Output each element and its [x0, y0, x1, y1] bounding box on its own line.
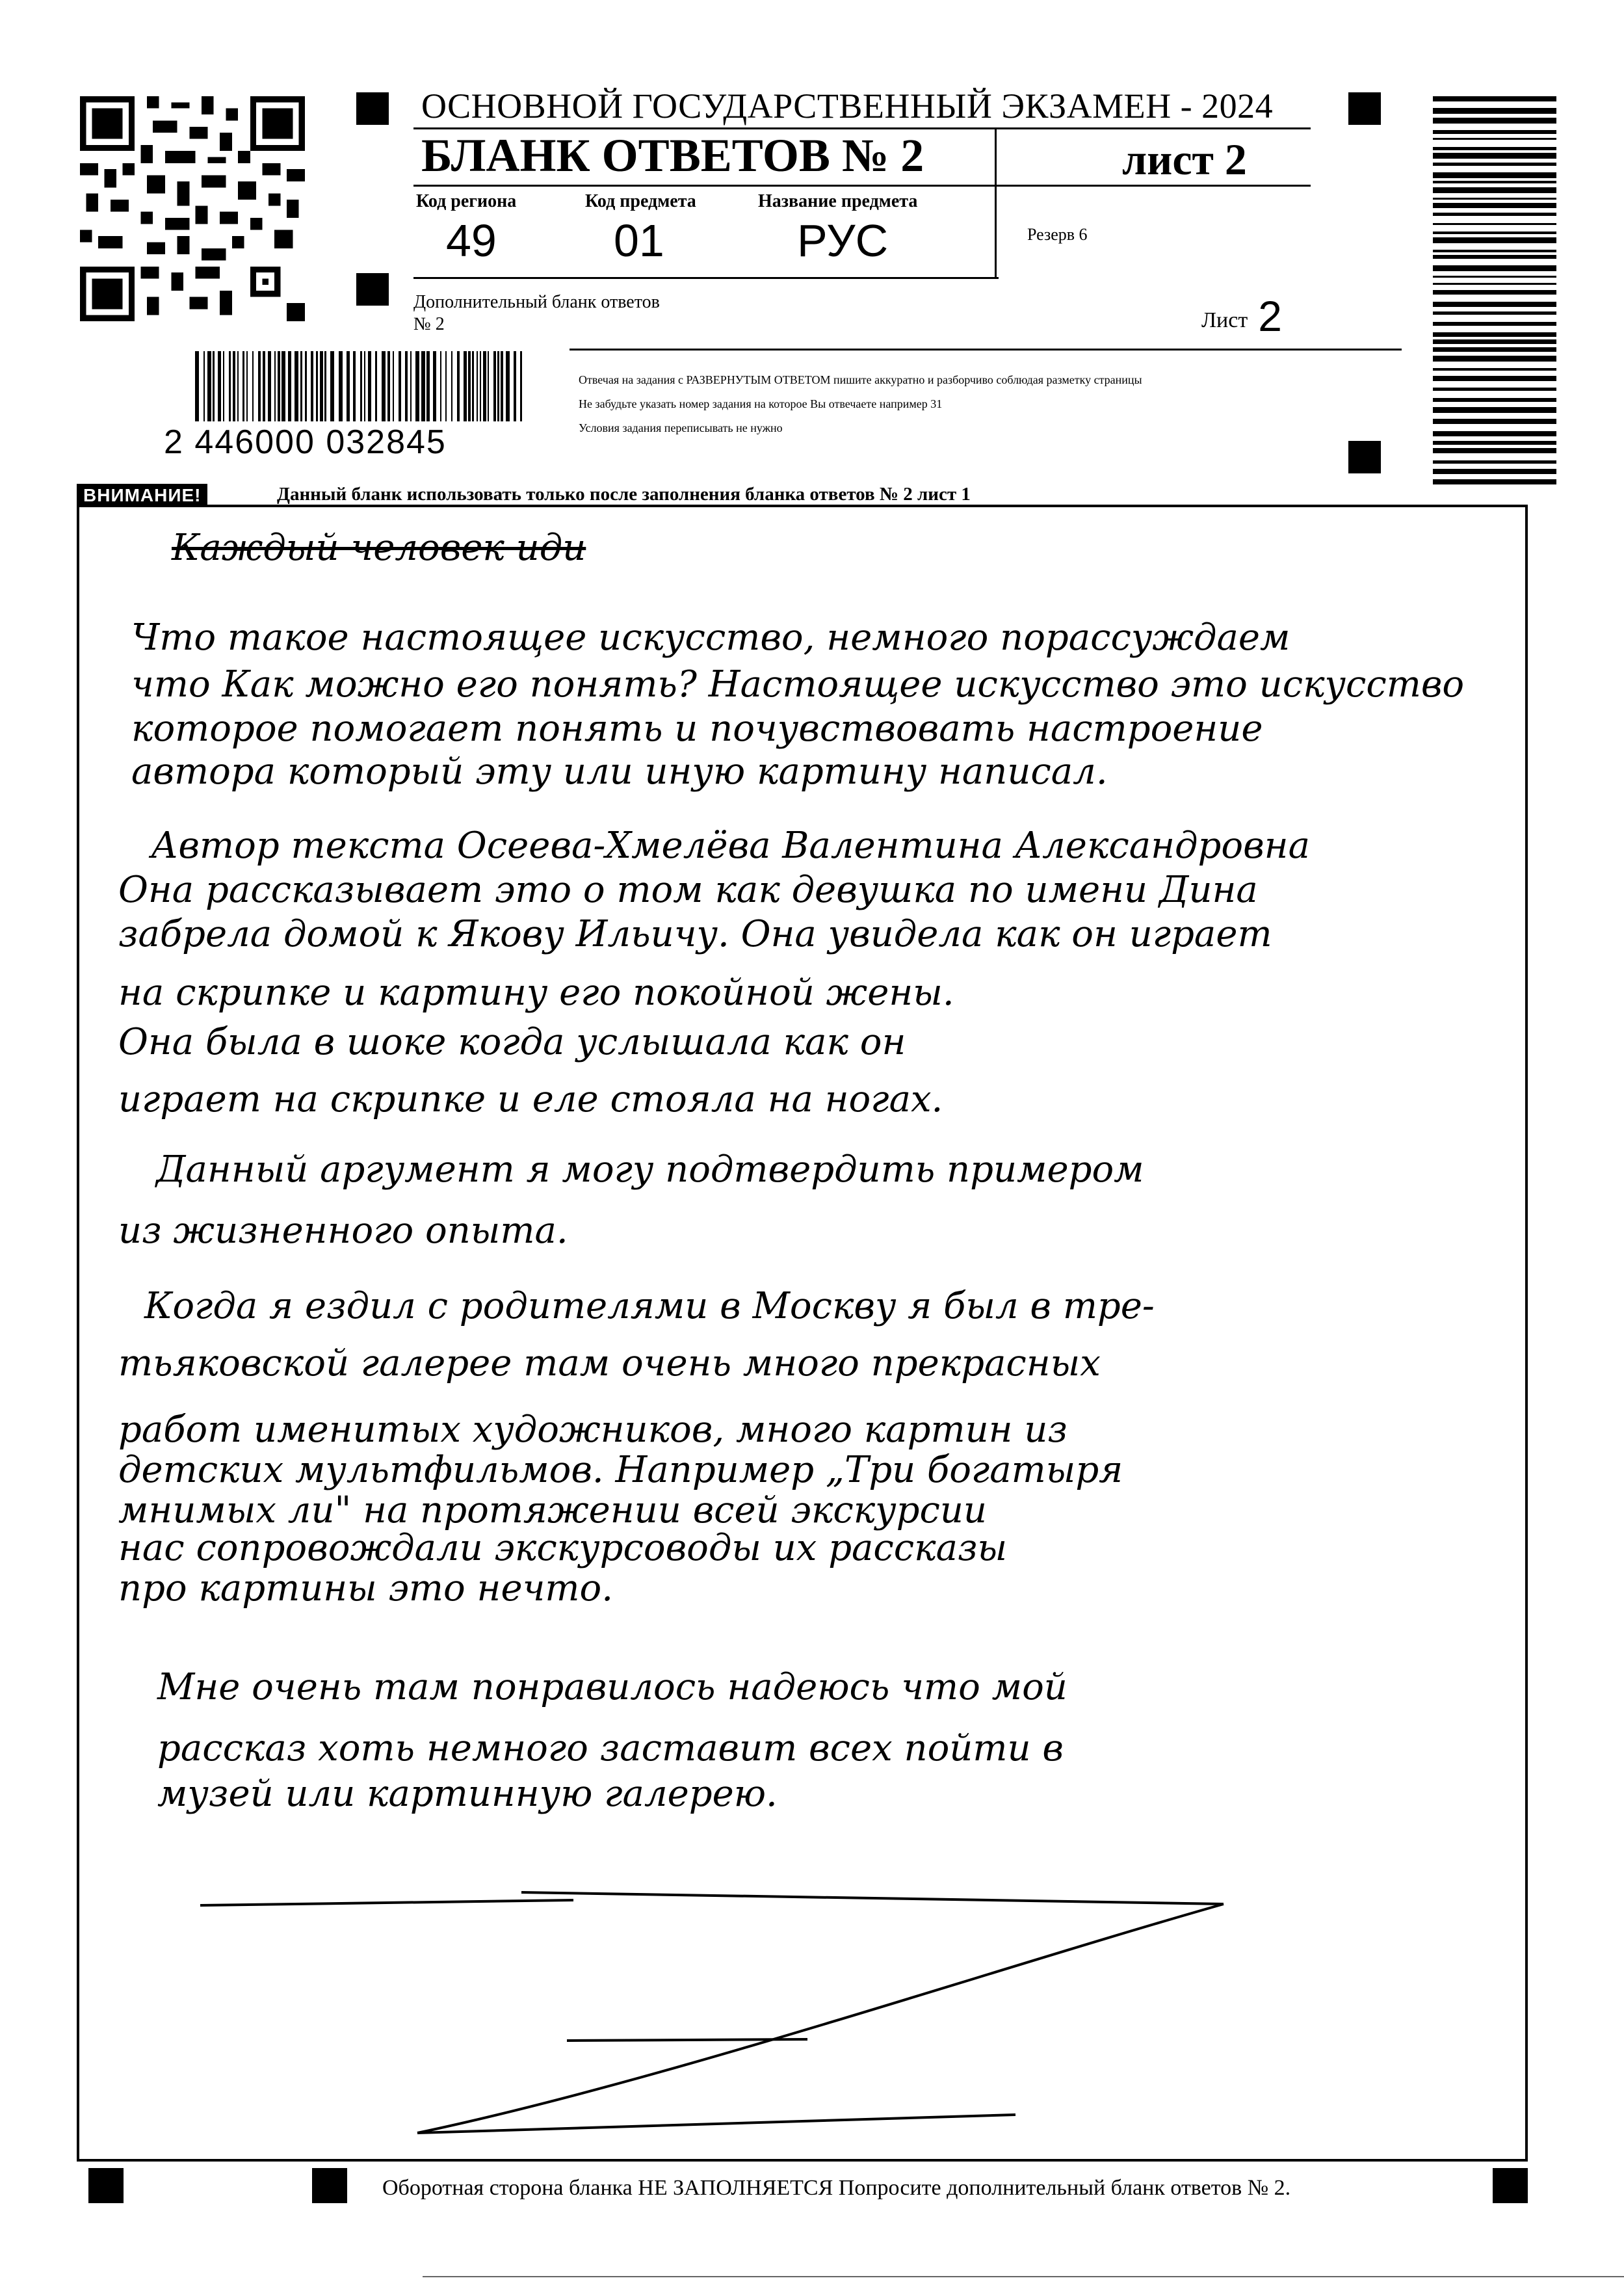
barcode-bar	[1433, 118, 1556, 124]
footer-note: Оборотная сторона бланка НЕ ЗАПОЛНЯЕТСЯ Попросите дополнительный бланк ответов № 2.	[382, 2176, 1291, 2200]
barcode-bar	[1433, 147, 1556, 150]
barcode-bar	[405, 351, 408, 421]
handwritten-line: нас сопровождали экскурсоводы их рассказы	[118, 1527, 1008, 1569]
barcode-bar	[1433, 347, 1556, 352]
barcode-bar	[203, 351, 205, 421]
form-title: БЛАНК ОТВЕТОВ № 2	[421, 129, 924, 181]
barcode-bar	[1433, 441, 1556, 445]
barcode-bar	[1433, 198, 1556, 200]
handwritten-line: на скрипке и картину его покойной жены.	[118, 972, 954, 1014]
handwritten-line: рассказ хоть немного заставит всех пойти в	[157, 1727, 1064, 1769]
barcode-bar	[477, 351, 478, 421]
barcode-bar	[288, 351, 291, 421]
barcode-bar	[1433, 153, 1556, 159]
barcode-bar	[1433, 376, 1556, 381]
barcode-bar	[433, 351, 436, 421]
divider	[423, 2276, 1624, 2277]
handwritten-line: мнимых ли" на протяжении всей экскурсии	[118, 1489, 987, 1531]
barcode-bar	[195, 351, 199, 421]
barcode-bar	[1433, 187, 1556, 193]
registration-mark	[356, 92, 389, 125]
barcode-bar	[364, 351, 365, 421]
barcode-bar	[1433, 388, 1556, 391]
barcode-bar	[237, 351, 239, 421]
barcode-bar	[242, 351, 244, 421]
barcode-bar	[506, 351, 510, 421]
registration-mark	[1493, 2168, 1528, 2203]
instruction-line: Отвечая на задания с РАЗВЕРНУТЫМ ОТВЕТОМ пишите аккуратно и разборчиво соблюдая разметку страницы	[579, 373, 1142, 386]
subject-code-value: 01	[614, 215, 664, 266]
barcode-bar	[1433, 407, 1556, 413]
barcode-bar	[1433, 237, 1556, 243]
barcode-bar	[472, 351, 474, 421]
handwritten-line: Она была в шоке когда услышала как он	[118, 1021, 906, 1063]
barcode	[192, 351, 528, 421]
barcode-bar	[480, 351, 481, 421]
barcode-bar	[207, 351, 211, 421]
attention-text: Данный бланк использовать только после заполнения бланка ответов № 2 лист 1	[277, 484, 971, 505]
barcode-bar	[330, 351, 334, 421]
handwritten-line: Каждый человек иди	[172, 527, 586, 569]
barcode-bar	[483, 351, 486, 421]
barcode-bar	[263, 351, 265, 421]
barcode-bar	[1433, 138, 1556, 140]
barcode-bar	[399, 351, 401, 421]
barcode-bar	[300, 351, 302, 421]
barcode-bar	[1433, 431, 1556, 436]
handwritten-line: детских мультфильмов. Например „Три богатыря	[118, 1449, 1123, 1491]
qr-code	[77, 96, 308, 321]
barcode-bar	[320, 351, 323, 421]
barcode-bar	[457, 351, 460, 421]
barcode-bar	[305, 351, 307, 421]
attention-badge: ВНИМАНИЕ!	[77, 484, 207, 507]
barcode-bar	[387, 351, 390, 421]
region-code-label: Код региона	[416, 191, 517, 211]
barcode-bar	[274, 351, 276, 421]
barcode-bar	[324, 351, 326, 421]
sheet-word: Лист	[1201, 308, 1248, 332]
barcode-bar	[233, 351, 235, 421]
answer-area	[77, 505, 1528, 2162]
barcode-bar	[451, 351, 452, 421]
exam-title: ОСНОВНОЙ ГОСУДАРСТВЕННЫЙ ЭКЗАМЕН - 2024	[421, 86, 1274, 126]
barcode-bar	[368, 351, 371, 421]
sheet-number-field	[1201, 291, 1282, 341]
handwritten-line: Автор текста Осеева-Хмелёва Валентина Александровна	[151, 825, 1310, 867]
barcode-bar	[1433, 419, 1556, 424]
handwritten-line: Данный аргумент я могу подтвердить примером	[156, 1148, 1144, 1191]
barcode-bar	[497, 351, 499, 421]
registration-mark	[1348, 441, 1381, 473]
barcode-bar	[1433, 339, 1556, 344]
barcode-bar	[1433, 460, 1556, 464]
barcode-bar	[1433, 203, 1556, 208]
barcode-bar	[353, 351, 356, 421]
barcode-bar	[1433, 368, 1556, 371]
barcode-bar	[382, 351, 386, 421]
subject-name-label: Название предмета	[758, 191, 918, 211]
barcode-bar	[375, 351, 377, 421]
barcode-bar	[316, 351, 318, 421]
handwritten-line: музей или картинную галерею.	[157, 1773, 778, 1815]
barcode-bar	[282, 351, 285, 421]
subject-name-value: РУС	[797, 215, 889, 266]
instructions	[579, 368, 1411, 440]
divider	[570, 349, 1402, 351]
handwritten-line: из жизненного опыта.	[118, 1210, 568, 1252]
barcode-bar	[415, 351, 419, 421]
handwritten-line: играет на скрипке и еле стояла на ногах.	[118, 1078, 943, 1120]
barcode-bar	[1433, 265, 1556, 271]
barcode-bar	[1433, 479, 1556, 484]
barcode-bar	[339, 351, 343, 421]
registration-mark	[356, 273, 389, 306]
barcode-bar	[252, 351, 254, 421]
barcode-bar	[1433, 213, 1556, 216]
barcode-bar	[1433, 96, 1556, 101]
barcode-bar	[311, 351, 313, 421]
barcode-number: 2 446000 032845	[164, 423, 447, 461]
closing-z-stroke	[79, 507, 1525, 2159]
barcode-bar	[258, 351, 261, 421]
barcode-bar	[468, 351, 471, 421]
barcode-bar	[445, 351, 447, 421]
sheet-label: лист 2	[1122, 135, 1247, 184]
barcode-bar	[1433, 398, 1556, 402]
divider	[413, 277, 999, 279]
barcode-bar	[268, 351, 271, 421]
barcode-bar	[1433, 250, 1556, 252]
handwritten-line: Она рассказывает это о том как девушка по имени Дина	[118, 869, 1258, 911]
barcode-bar	[1433, 322, 1556, 326]
handwritten-line: автора который эту или иную картину написал.	[131, 750, 1108, 793]
registration-mark	[1348, 92, 1381, 125]
barcode-bar	[488, 351, 489, 421]
registration-mark	[312, 2168, 347, 2203]
handwritten-line: про картины это нечто.	[118, 1567, 614, 1609]
side-barcode	[1433, 96, 1556, 493]
barcode-bar	[1433, 290, 1556, 295]
barcode-bar	[426, 351, 430, 421]
registration-mark	[88, 2168, 124, 2203]
barcode-bar	[1433, 232, 1556, 234]
barcode-bar	[501, 351, 503, 421]
barcode-bar	[229, 351, 231, 421]
handwritten-line: что Как можно его понять? Настоящее искусство это искусство	[131, 663, 1465, 706]
barcode-bar	[1433, 302, 1556, 307]
divider	[995, 129, 997, 277]
barcode-bar	[1433, 448, 1556, 453]
barcode-bar	[520, 351, 522, 421]
barcode-bar	[1433, 172, 1556, 178]
region-code-value: 49	[446, 215, 497, 266]
barcode-bar	[1433, 311, 1556, 315]
instruction-line: Не забудьте указать номер задания на которое Вы отвечаете например 31	[579, 397, 943, 410]
sheet-number: 2	[1258, 292, 1282, 340]
barcode-bar	[1433, 163, 1556, 166]
barcode-bar	[213, 351, 215, 421]
handwritten-line: которое помогает понять и почувствовать настроение	[131, 708, 1263, 750]
divider	[413, 185, 1311, 187]
barcode-bar	[218, 351, 221, 421]
reserve-field: Резерв 6	[1027, 225, 1088, 244]
barcode-bar	[393, 351, 394, 421]
barcode-bar	[360, 351, 362, 421]
barcode-bar	[1433, 181, 1556, 183]
barcode-bar	[421, 351, 425, 421]
barcode-bar	[1433, 283, 1556, 285]
barcode-bar	[410, 351, 412, 421]
barcode-bar	[1433, 332, 1556, 337]
subject-code-label: Код предмета	[585, 191, 696, 211]
barcode-bar	[223, 351, 224, 421]
handwritten-line: тьяковской галерее там очень много прекрасных	[118, 1342, 1101, 1384]
barcode-bar	[347, 351, 350, 421]
barcode-bar	[440, 351, 441, 421]
handwritten-line: работ именитых художников, много картин из	[118, 1409, 1067, 1451]
barcode-bar	[1433, 223, 1556, 225]
barcode-bar	[295, 351, 298, 421]
handwritten-line: забрела домой к Якову Ильичу. Она увидела как он играет	[118, 913, 1272, 955]
barcode-bar	[1433, 356, 1556, 362]
barcode-bar	[1433, 255, 1556, 259]
barcode-bar	[514, 351, 516, 421]
additional-blank-label: Дополнительный бланк ответов № 2	[413, 292, 660, 334]
handwritten-line: Что такое настоящее искусство, немного порассуждаем	[131, 616, 1290, 659]
instruction-line: Условия задания переписывать не нужно	[579, 421, 783, 434]
barcode-bar	[1433, 108, 1556, 114]
barcode-bar	[1433, 276, 1556, 278]
barcode-bar	[1433, 130, 1556, 134]
barcode-bar	[246, 351, 248, 421]
handwritten-line: Мне очень там понравилось надеюсь что мой	[157, 1666, 1067, 1708]
handwritten-line: Когда я ездил с родителями в Москву я был в тре-	[144, 1285, 1155, 1327]
barcode-bar	[1433, 469, 1556, 474]
barcode-bar	[493, 351, 496, 421]
barcode-bar	[464, 351, 467, 421]
barcode-bar	[278, 351, 280, 421]
